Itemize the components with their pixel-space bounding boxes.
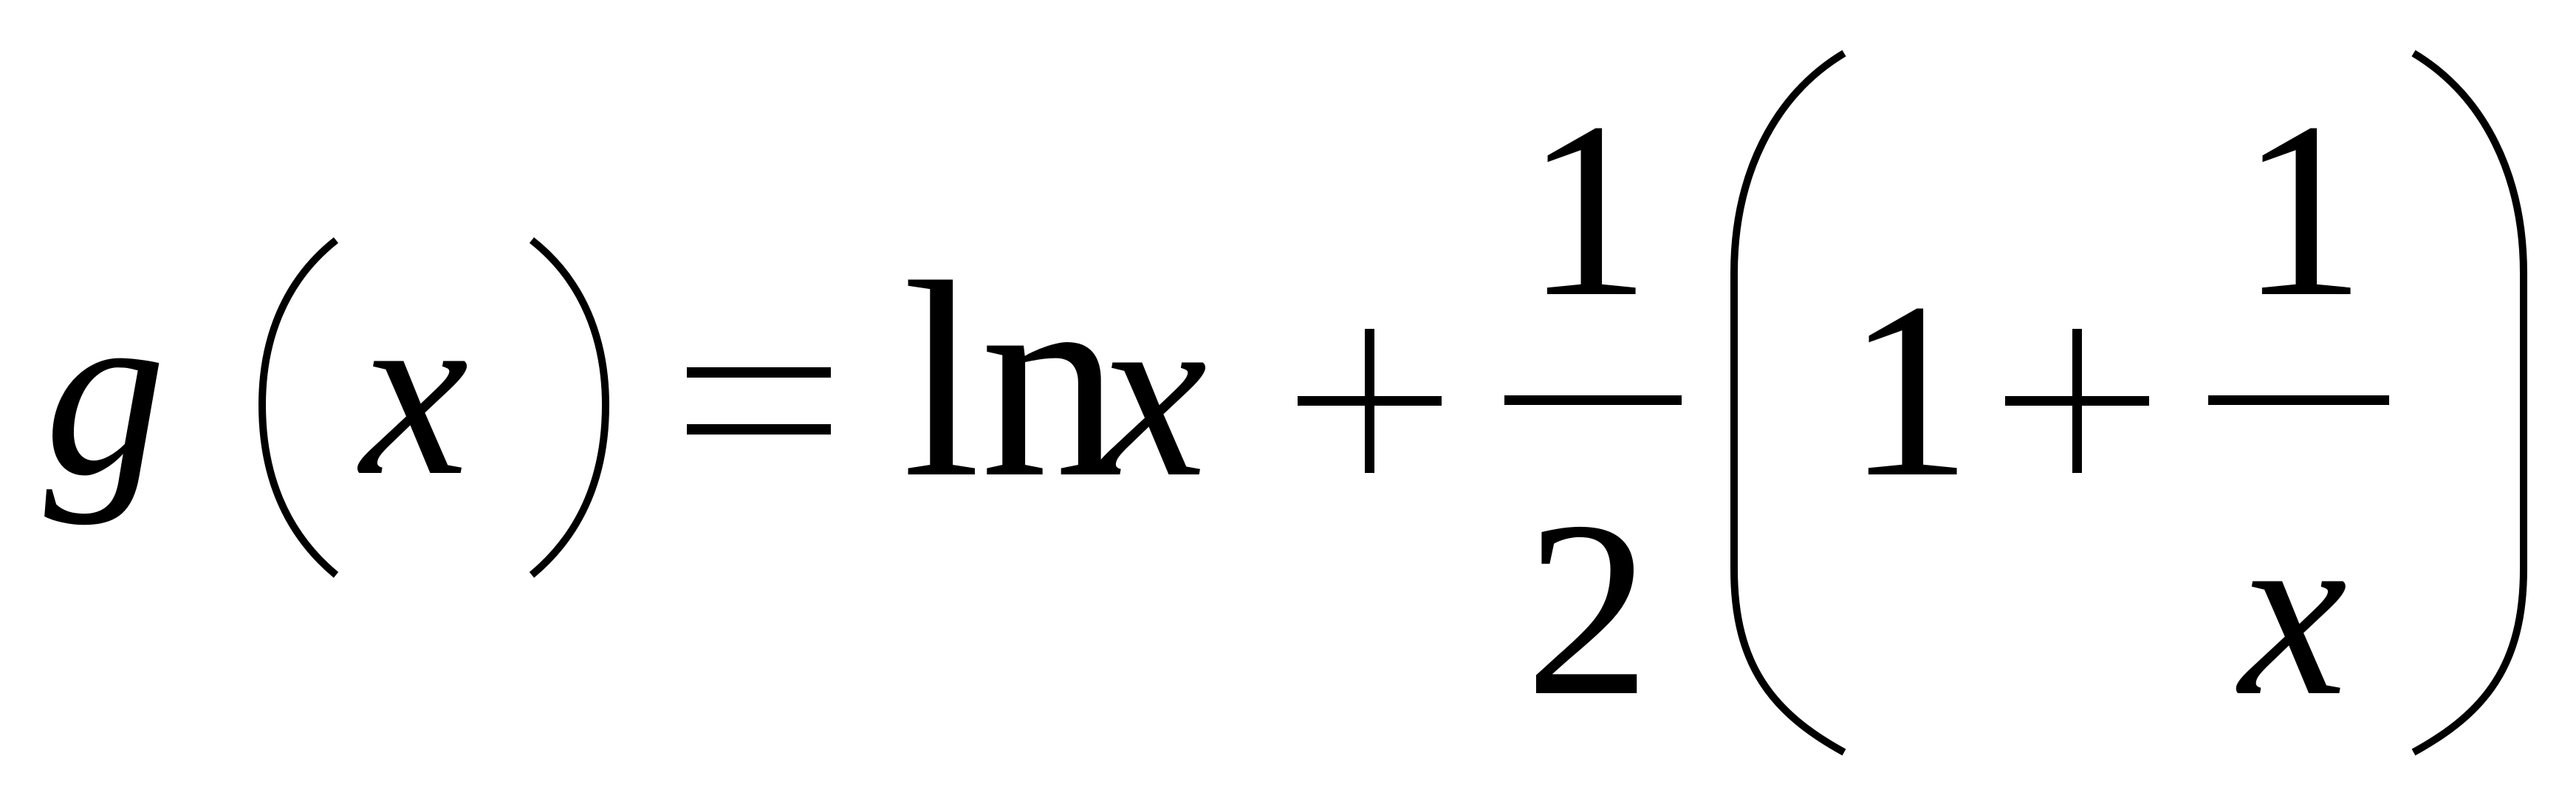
inner-numerator: 1 [2240, 70, 2366, 349]
log-function-ln: ln [902, 225, 1121, 536]
half-denominator: 2 [1525, 469, 1651, 748]
big-open-paren [1734, 53, 1844, 752]
half-numerator: 1 [1525, 70, 1651, 349]
half-fraction-bar [1504, 395, 1682, 405]
lhs-open-paren [262, 240, 336, 575]
lhs-variable-x: x [360, 256, 469, 526]
function-g: g [44, 256, 166, 526]
plus-1-vertical [1365, 329, 1374, 473]
big-close-paren [2414, 53, 2524, 752]
inner-one: 1 [1846, 251, 1972, 529]
inner-denominator-x: x [2238, 477, 2348, 746]
equals-lower-bar [687, 424, 831, 435]
log-argument-x: x [1099, 258, 1208, 528]
inner-fraction-bar [2208, 395, 2389, 405]
lhs-close-paren [532, 240, 606, 575]
plus-2-vertical [2072, 329, 2082, 473]
equals-upper-bar [687, 367, 831, 378]
